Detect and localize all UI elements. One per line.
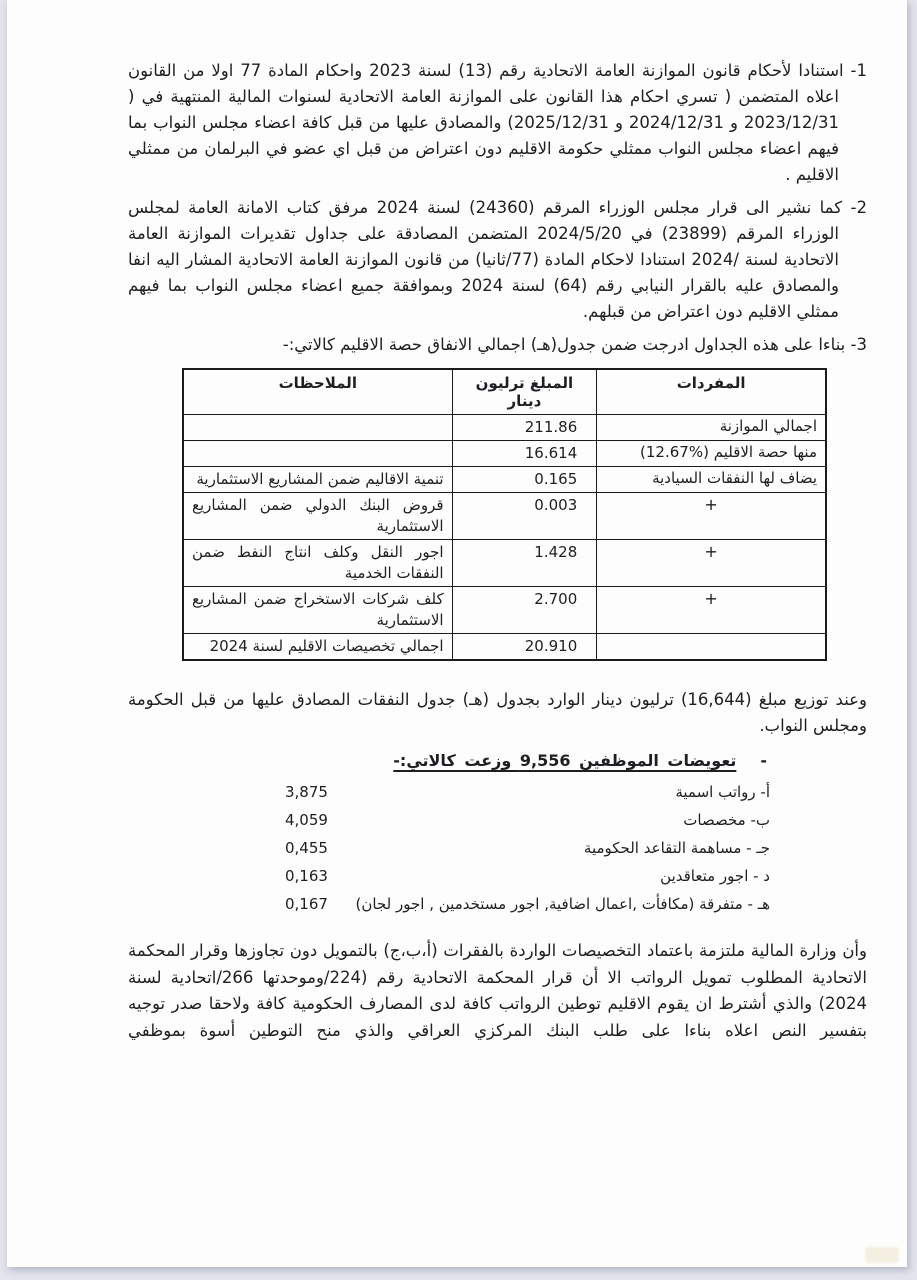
amount-cell: 20.910 — [452, 634, 597, 661]
amount-cell: 1.428 — [452, 540, 597, 587]
notes-cell: اجمالي تخصيصات الاقليم لسنة 2024 — [183, 634, 452, 661]
table-row — [183, 441, 826, 467]
document-content — [128, 58, 867, 1044]
item-value: 0,163 — [285, 867, 328, 885]
item-label: أ- رواتب اسمية — [675, 783, 770, 801]
distribution-paragraph: وعند توزيع مبلغ (16,644) ترليون دينار الوارد بجدول (هـ) جدول النفقات المصادق عليها من قبل الحكومة ومجلس النواب. — [128, 690, 867, 735]
numbered-paragraph-2 — [128, 195, 867, 325]
list-item — [285, 782, 770, 802]
items-cell: + — [597, 587, 826, 634]
table-row — [183, 587, 826, 634]
table-row — [183, 634, 826, 661]
item-value: 0,455 — [285, 839, 328, 857]
amount-cell: 16.614 — [452, 441, 597, 467]
paragraph-number: 1- — [850, 61, 867, 80]
notes-cell: كلف شركات الاستخراج ضمن المشاريع الاستثمارية — [183, 587, 452, 634]
page-stain — [865, 1247, 899, 1263]
paragraph-number: 3- — [850, 335, 867, 354]
allocations-table — [182, 368, 827, 661]
items-cell: + — [597, 540, 826, 587]
amount-cell: 0.003 — [452, 493, 597, 540]
column-header-amount: المبلغ ترليون دينار — [452, 369, 597, 415]
table-row — [183, 493, 826, 540]
items-cell: منها حصة الاقليم (%12.67) — [597, 441, 826, 467]
item-label: ب- مخصصات — [683, 811, 770, 829]
document-page — [7, 0, 907, 1267]
table-row — [183, 540, 826, 587]
item-label: د - اجور متعاقدين — [660, 867, 770, 885]
list-item — [285, 838, 770, 858]
amount-cell: 0.165 — [452, 467, 597, 493]
table-row — [183, 467, 826, 493]
paragraph-text: بناءا على هذه الجداول ادرجت ضمن جدول(هـ) اجمالي الانفاق حصة الاقليم كالاتي:- — [282, 335, 846, 354]
table-header-row — [183, 369, 826, 415]
notes-cell — [183, 441, 452, 467]
column-header-notes: الملاحظات — [183, 369, 452, 415]
items-cell: + — [597, 493, 826, 540]
table-row — [183, 415, 826, 441]
items-cell: يضاف لها النفقات السيادية — [597, 467, 826, 493]
list-item — [285, 894, 770, 914]
numbered-paragraph-1 — [128, 58, 867, 188]
items-cell — [597, 634, 826, 661]
notes-cell: اجور النقل وكلف انتاج النفط ضمن النفقات الخدمية — [183, 540, 452, 587]
item-value: 3,875 — [285, 783, 328, 801]
compensation-heading-row — [128, 751, 767, 770]
amount-cell: 211.86 — [452, 415, 597, 441]
closing-paragraph: وأن وزارة المالية ملتزمة باعتماد التخصيصات الواردة بالفقرات (أ،ب،ج) بالتمويل دون تجاوزها وقرار المحكمة الاتحادية المطلوب تمويل الرواتب الا أن قرار المحكمة الاتحادية رقم (224/وموحدتها 266/اتحادية لسنة 2024) والذي أشترط ان يقوم الاقليم توطين الرواتب كافة لدى المصارف الحكومية كافة ولاحقا صدر توجيه بتفسير النص اعلاه بناءا على طلب البنك المركزي العراقي والذي منح التوطين أسوة بموظفي — [128, 941, 867, 1040]
item-value: 0,167 — [285, 895, 328, 913]
compensation-list — [285, 782, 770, 914]
item-value: 4,059 — [285, 811, 328, 829]
notes-cell: تنمية الاقاليم ضمن المشاريع الاستثمارية — [183, 467, 452, 493]
notes-cell: قروض البنك الدولي ضمن المشاريع الاستثمارية — [183, 493, 452, 540]
items-cell: اجمالي الموازنة — [597, 415, 826, 441]
list-item — [285, 810, 770, 830]
numbered-paragraph-3 — [128, 332, 867, 358]
bullet-dash: - — [760, 751, 767, 770]
column-header-items: المفردات — [597, 369, 826, 415]
compensation-heading: تعويضات الموظفين 9,556 وزعت كالاتي:- — [393, 751, 737, 770]
item-label: هـ - متفرقة (مكافأت ,اعمال اضافية, اجور مستخدمين , اجور لجان) — [355, 895, 770, 913]
list-item — [285, 866, 770, 886]
paragraph-text: كما نشير الى قرار مجلس الوزراء المرقم (24360) لسنة 2024 مرفق كتاب الامانة العامة لمجلس الوزراء المرقم (23899) في 2024/5/20 المتضمن المصادقة على جداول تقديرات الموازنة العامة الاتحادية لسنة /2024 استنادا لاحكام المادة (77/ثانيا) من قانون الموازنة العامة الاتحادية المشار اليه انفا والمصادق عليه بالقرار النيابي رقم (64) لسنة 2024 وبموافقة جميع اعضاء مجلس النواب بما فيهم ممثلي الاقليم دون اعتراض من قبلهم. — [128, 198, 843, 321]
notes-cell — [183, 415, 452, 441]
paragraph-number: 2- — [850, 198, 868, 217]
amount-cell: 2.700 — [452, 587, 597, 634]
item-label: جـ - مساهمة التقاعد الحكومية — [583, 839, 770, 857]
paragraph-text: استنادا لأحكام قانون الموازنة العامة الاتحادية رقم (13) لسنة 2023 واحكام المادة 77 اولا من القانون اعلاه المتضمن ( تسري احكام هذا القانون على الموازنة العامة الاتحادية لسنوات المالية المنتهية في ( 2023/12/31 و 2024/12/31 و 2025/12/31) والمصادق عليها من قبل كافة اعضاء مجلس النواب بما فيهم اعضاء مجلس النواب ممثلي حكومة الاقليم دون اعتراض من قبل اي عضو في البرلمان من ممثلي الاقليم . — [128, 61, 844, 184]
